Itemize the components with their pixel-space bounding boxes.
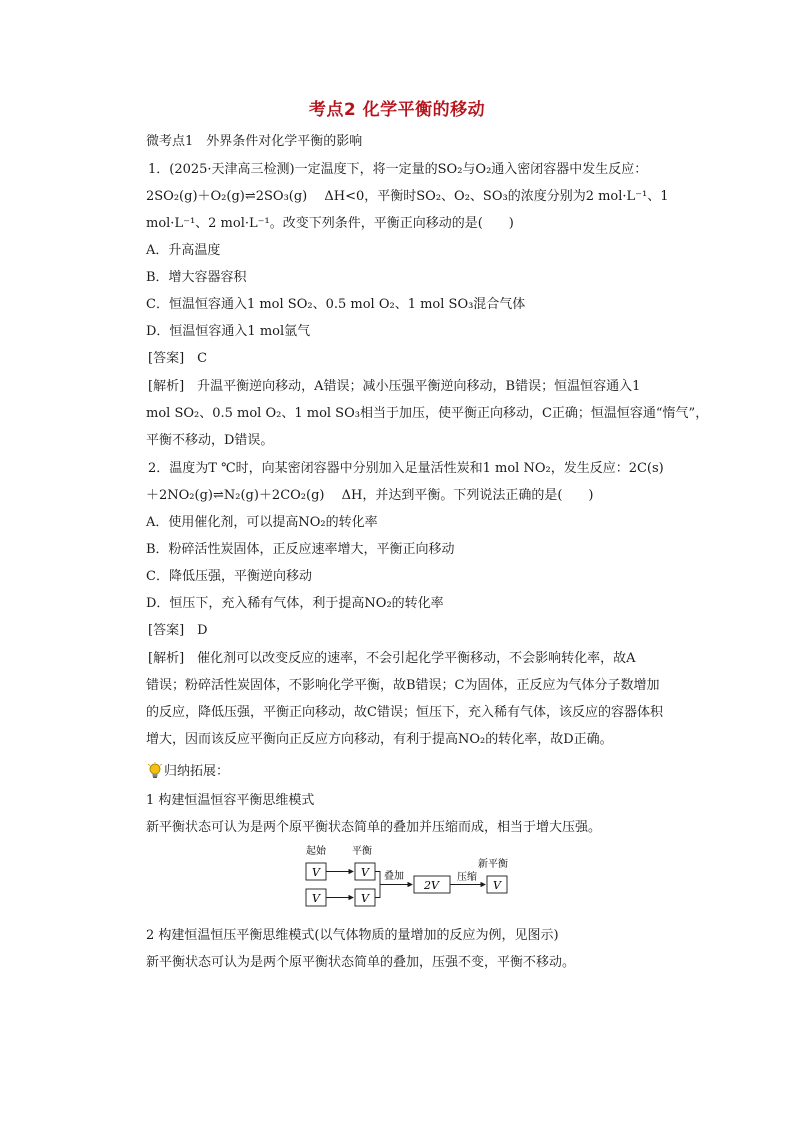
summary-item1-text: 新平衡状态可认为是两个原平衡状态简单的叠加并压缩而成，相当于增大压强。 [146, 820, 602, 835]
box-label: V [312, 866, 320, 879]
q1-option-c: C．恒温恒容通入1 mol SO₂、0.5 mol O₂、1 mol SO₃混合气体 [146, 297, 526, 312]
box-label: V [361, 866, 369, 879]
arrow-label-add: 叠加 [384, 871, 404, 882]
equilibrium-diagram [300, 843, 530, 915]
box-label: V [361, 892, 369, 905]
box-eq-top [355, 863, 375, 880]
q1-stem-line2: 2SO₂(g)＋O₂(g)⇌2SO₃(g) ΔH<0，平衡时SO₂、O₂、SO₃的浓度分别为2 mol·L⁻¹、1 [146, 189, 669, 204]
q2-option-b: B．粉碎活性炭固体，正反应速率增大，平衡正向移动 [146, 542, 455, 557]
lightbulb-icon [147, 762, 163, 780]
section-heading: 微考点1 外界条件对化学平衡的影响 [146, 134, 363, 149]
box-2v [414, 876, 450, 893]
analysis-text: 催化剂可以改变反应的速率，不会引起化学平衡移动，不会影响转化率，故A [197, 651, 636, 666]
box-eq-bottom [355, 889, 375, 906]
q1-analysis-line1 [148, 379, 640, 395]
q2-option-a: A．使用催化剂，可以提高NO₂的转化率 [146, 515, 378, 530]
q1-option-a: A．升高温度 [146, 243, 221, 258]
q2-option-c: C．降低压强，平衡逆向移动 [146, 569, 312, 584]
q2-option-d: D．恒压下，充入稀有气体，利于提高NO₂的转化率 [146, 596, 444, 611]
q2-analysis-line4: 增大，因而该反应平衡向正反应方向移动，有利于提高NO₂的转化率，故D正确。 [146, 732, 613, 747]
label-equilibrium: 平衡 [352, 846, 372, 857]
answer-value: C [197, 351, 208, 366]
q1-option-d: D．恒温恒容通入1 mol氩气 [146, 324, 311, 339]
answer-value: D [197, 623, 208, 638]
page-title: 考点2 化学平衡的移动 [308, 100, 486, 120]
q2-answer [148, 623, 208, 639]
answer-tag: [答案] [148, 623, 185, 638]
summary-heading: 归纳拓展： [164, 764, 230, 779]
box-label: V [493, 879, 501, 892]
q1-analysis-line2: mol SO₂、0.5 mol O₂、1 mol SO₃相当于加压，使平衡正向移动，C正确；恒温恒容通“惰气”， [146, 406, 709, 421]
q1-stem-line3: mol·L⁻¹、2 mol·L⁻¹。改变下列条件，平衡正向移动的是( ) [146, 216, 514, 231]
analysis-text: 升温平衡逆向移动，A错误；减小压强平衡逆向移动，B错误；恒温恒容通入1 [197, 379, 641, 394]
arrow-label-compress: 压缩 [457, 872, 477, 883]
analysis-tag: [解析] [148, 379, 185, 394]
q2-analysis-line1 [148, 651, 636, 667]
q1-option-b: B．增大容器容积 [146, 270, 247, 285]
q1-stem-line1: 1．(2025·天津高三检测)一定温度下，将一定量的SO₂与O₂通入密闭容器中发生反应： [148, 162, 648, 177]
box-new-eq [487, 876, 507, 893]
q2-analysis-line2: 错误；粉碎活性炭固体，不影响化学平衡，故B错误；C为固体，正反应为气体分子数增加 [146, 678, 660, 693]
label-new-equilibrium: 新平衡 [478, 859, 508, 870]
q2-stem-line2: ＋2NO₂(g)⇌N₂(g)＋2CO₂(g) ΔH，并达到平衡。下列说法正确的是( ) [146, 488, 594, 503]
summary-item2-title: 2 构建恒温恒压平衡思维模式(以气体物质的量增加的反应为例，见图示) [146, 928, 559, 943]
label-start: 起始 [306, 846, 326, 857]
q1-analysis-line3: 平衡不移动，D错误。 [146, 433, 274, 448]
box-label: 2V [424, 879, 439, 892]
box-start-top [306, 863, 326, 880]
answer-tag: [答案] [148, 351, 185, 366]
box-label: V [312, 892, 320, 905]
q2-stem-line1: 2．温度为T ℃时，向某密闭容器中分别加入足量活性炭和1 mol NO₂，发生反应：2C(s) [148, 461, 664, 476]
summary-item2-text: 新平衡状态可认为是两个原平衡状态简单的叠加，压强不变，平衡不移动。 [146, 955, 576, 970]
q1-answer [148, 351, 207, 367]
q2-analysis-line3: 的反应，降低压强，平衡正向移动，故C错误；恒压下，充入稀有气体，该反应的容器体积 [146, 705, 663, 720]
box-start-bottom [306, 889, 326, 906]
summary-item1-title: 1 构建恒温恒容平衡思维模式 [146, 793, 315, 808]
analysis-tag: [解析] [148, 651, 185, 666]
